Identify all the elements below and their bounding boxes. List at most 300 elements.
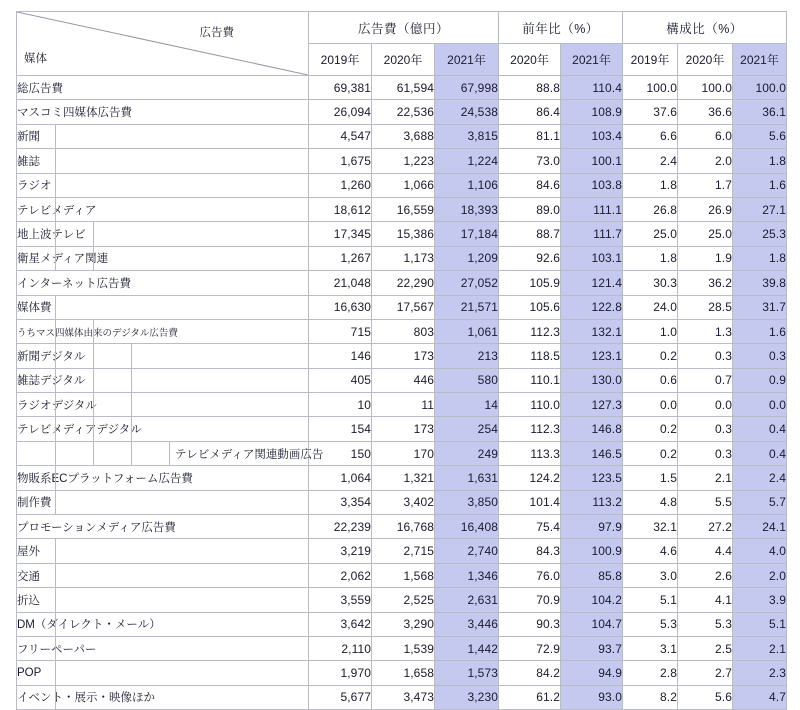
indent-guide bbox=[55, 441, 56, 466]
table-cell: 103.8 bbox=[561, 173, 623, 197]
row-label bbox=[17, 417, 309, 441]
table-row bbox=[17, 368, 787, 392]
table-row bbox=[17, 539, 787, 563]
table-cell: 16,408 bbox=[435, 515, 499, 539]
table-cell: 3,402 bbox=[372, 490, 435, 514]
table-cell: 121.4 bbox=[561, 271, 623, 295]
indent-guide bbox=[55, 368, 56, 393]
table-cell: 15,386 bbox=[372, 222, 435, 246]
row-label bbox=[17, 685, 309, 709]
row-label-text: イベント・展示・映像ほか bbox=[17, 692, 155, 705]
table-cell: 2,715 bbox=[372, 539, 435, 563]
group-header-yoy: 前年比（%） bbox=[499, 12, 623, 44]
table-cell: 2.6 bbox=[678, 563, 733, 587]
table-cell: 105.6 bbox=[499, 295, 561, 319]
table-cell: 132.1 bbox=[561, 319, 623, 343]
table-cell: 173 bbox=[372, 417, 435, 441]
row-label-text: 媒体費 bbox=[17, 302, 52, 315]
table-cell: 1.3 bbox=[678, 319, 733, 343]
year-header-yoy-2021: 2021年 bbox=[561, 44, 623, 76]
table-cell: 2.1 bbox=[733, 636, 787, 660]
row-label-text: ラジオデジタル bbox=[17, 399, 97, 412]
row-label bbox=[17, 612, 309, 636]
table-row bbox=[17, 295, 787, 319]
table-row bbox=[17, 149, 787, 173]
table-cell: 0.9 bbox=[733, 368, 787, 392]
table-cell: 0.3 bbox=[678, 417, 733, 441]
row-label-text: POP bbox=[17, 667, 42, 680]
table-row bbox=[17, 319, 787, 343]
indent-guide bbox=[55, 538, 56, 563]
table-row bbox=[17, 222, 787, 246]
table-cell: 2.5 bbox=[678, 636, 733, 660]
table-cell: 1,675 bbox=[309, 149, 372, 173]
table-cell: 22,290 bbox=[372, 271, 435, 295]
row-label bbox=[17, 295, 309, 319]
table-cell: 93.7 bbox=[561, 636, 623, 660]
table-cell: 2,525 bbox=[372, 588, 435, 612]
table-cell: 0.4 bbox=[733, 441, 787, 465]
table-cell: 21,571 bbox=[435, 295, 499, 319]
table-cell: 24,538 bbox=[435, 100, 499, 124]
table-cell: 25.0 bbox=[623, 222, 678, 246]
year-header-exp-2019: 2019年 bbox=[309, 44, 372, 76]
corner-diagonal-header bbox=[17, 12, 309, 76]
table-cell: 2.4 bbox=[733, 466, 787, 490]
table-row bbox=[17, 271, 787, 295]
table-cell: 97.9 bbox=[561, 515, 623, 539]
ad-expenditure-table-container bbox=[16, 11, 786, 710]
indent-guide bbox=[55, 416, 56, 441]
table-cell: 1,539 bbox=[372, 636, 435, 660]
indent-guide bbox=[131, 392, 132, 417]
table-cell: 1,173 bbox=[372, 246, 435, 270]
indent-guide bbox=[55, 392, 56, 417]
indent-guide bbox=[93, 416, 94, 441]
table-cell: 1.8 bbox=[623, 173, 678, 197]
row-label bbox=[17, 661, 309, 685]
table-cell: 86.4 bbox=[499, 100, 561, 124]
indent-guide bbox=[93, 392, 94, 417]
row-label-text: 地上波テレビ bbox=[17, 229, 86, 242]
table-cell: 1,224 bbox=[435, 149, 499, 173]
table-cell: 170 bbox=[372, 441, 435, 465]
table-cell: 1.9 bbox=[678, 246, 733, 270]
table-cell: 85.8 bbox=[561, 563, 623, 587]
indent-guide bbox=[55, 148, 56, 173]
table-cell: 6.6 bbox=[623, 124, 678, 148]
table-row bbox=[17, 417, 787, 441]
table-cell: 39.8 bbox=[733, 271, 787, 295]
table-cell: 1,321 bbox=[372, 466, 435, 490]
year-header-comp-2021: 2021年 bbox=[733, 44, 787, 76]
table-cell: 93.0 bbox=[561, 685, 623, 709]
table-cell: 0.0 bbox=[623, 393, 678, 417]
table-cell: 5.1 bbox=[733, 612, 787, 636]
indent-guide bbox=[55, 612, 56, 637]
table-cell: 2,110 bbox=[309, 636, 372, 660]
table-cell: 67,998 bbox=[435, 76, 499, 100]
table-cell: 1,106 bbox=[435, 173, 499, 197]
table-cell: 3,354 bbox=[309, 490, 372, 514]
table-cell: 154 bbox=[309, 417, 372, 441]
table-cell: 3,850 bbox=[435, 490, 499, 514]
table-cell: 173 bbox=[372, 344, 435, 368]
table-cell: 22,536 bbox=[372, 100, 435, 124]
row-label-text: DM（ダイレクト・メール） bbox=[17, 619, 161, 632]
table-cell: 22,239 bbox=[309, 515, 372, 539]
table-cell: 110.1 bbox=[499, 368, 561, 392]
table-cell: 3,446 bbox=[435, 612, 499, 636]
table-cell: 150 bbox=[309, 441, 372, 465]
table-cell: 28.5 bbox=[678, 295, 733, 319]
row-label-text: 新聞 bbox=[17, 131, 40, 144]
table-cell: 108.9 bbox=[561, 100, 623, 124]
table-cell: 18,393 bbox=[435, 197, 499, 221]
indent-guide bbox=[93, 441, 94, 466]
table-cell: 405 bbox=[309, 368, 372, 392]
table-cell: 1.0 bbox=[623, 319, 678, 343]
table-cell: 36.1 bbox=[733, 100, 787, 124]
indent-guide bbox=[55, 685, 56, 710]
table-cell: 100.0 bbox=[678, 76, 733, 100]
corner-bottom-label: 媒体 bbox=[24, 53, 47, 65]
table-cell: 1,066 bbox=[372, 173, 435, 197]
row-label bbox=[17, 197, 309, 221]
row-label bbox=[17, 246, 309, 270]
table-cell: 0.4 bbox=[733, 417, 787, 441]
table-cell: 2.3 bbox=[733, 661, 787, 685]
indent-guide bbox=[93, 246, 94, 271]
indent-guide bbox=[55, 636, 56, 661]
table-row bbox=[17, 515, 787, 539]
table-cell: 110.4 bbox=[561, 76, 623, 100]
table-cell: 2.4 bbox=[623, 149, 678, 173]
row-label bbox=[17, 393, 309, 417]
table-cell: 21,048 bbox=[309, 271, 372, 295]
table-cell: 61,594 bbox=[372, 76, 435, 100]
table-cell: 76.0 bbox=[499, 563, 561, 587]
table-row bbox=[17, 197, 787, 221]
table-cell: 1,573 bbox=[435, 661, 499, 685]
indent-guide bbox=[131, 416, 132, 441]
ad-expenditure-table bbox=[16, 11, 787, 710]
table-cell: 25.3 bbox=[733, 222, 787, 246]
year-header-exp-2021: 2021年 bbox=[435, 44, 499, 76]
row-label bbox=[17, 319, 309, 343]
row-label-text: 折込 bbox=[17, 594, 40, 607]
table-cell: 0.3 bbox=[678, 344, 733, 368]
row-label-text: 衛星メディア関連 bbox=[17, 253, 109, 266]
table-cell: 0.2 bbox=[623, 441, 678, 465]
table-cell: 17,567 bbox=[372, 295, 435, 319]
table-cell: 1.8 bbox=[623, 246, 678, 270]
table-cell: 101.4 bbox=[499, 490, 561, 514]
table-cell: 715 bbox=[309, 319, 372, 343]
table-cell: 16,768 bbox=[372, 515, 435, 539]
table-row bbox=[17, 661, 787, 685]
table-cell: 2.8 bbox=[623, 661, 678, 685]
table-cell: 112.3 bbox=[499, 319, 561, 343]
table-cell: 3,815 bbox=[435, 124, 499, 148]
table-cell: 254 bbox=[435, 417, 499, 441]
table-cell: 100.9 bbox=[561, 539, 623, 563]
row-label bbox=[17, 490, 309, 514]
row-label-text: 新聞デジタル bbox=[17, 350, 86, 363]
table-cell: 1,209 bbox=[435, 246, 499, 270]
row-label-text: 雑誌デジタル bbox=[17, 375, 86, 388]
table-cell: 61.2 bbox=[499, 685, 561, 709]
row-label bbox=[17, 368, 309, 392]
table-cell: 249 bbox=[435, 441, 499, 465]
table-row bbox=[17, 344, 787, 368]
table-cell: 72.9 bbox=[499, 636, 561, 660]
table-cell: 75.4 bbox=[499, 515, 561, 539]
table-cell: 2.0 bbox=[733, 563, 787, 587]
table-cell: 90.3 bbox=[499, 612, 561, 636]
table-cell: 3.0 bbox=[623, 563, 678, 587]
row-label bbox=[17, 563, 309, 587]
table-cell: 4.6 bbox=[623, 539, 678, 563]
table-cell: 3,559 bbox=[309, 588, 372, 612]
table-cell: 36.2 bbox=[678, 271, 733, 295]
table-cell: 1,970 bbox=[309, 661, 372, 685]
table-cell: 5.7 bbox=[733, 490, 787, 514]
table-cell: 1,658 bbox=[372, 661, 435, 685]
table-row bbox=[17, 173, 787, 197]
table-row bbox=[17, 490, 787, 514]
row-label bbox=[17, 466, 309, 490]
table-cell: 25.0 bbox=[678, 222, 733, 246]
table-body bbox=[17, 76, 787, 710]
row-label bbox=[17, 636, 309, 660]
row-label-text: プロモーションメディア広告費 bbox=[17, 521, 176, 534]
indent-guide bbox=[93, 221, 94, 246]
row-label-text: うちマス四媒体由来のデジタル広告費 bbox=[17, 327, 178, 339]
row-label bbox=[17, 515, 309, 539]
table-cell: 103.1 bbox=[561, 246, 623, 270]
table-row bbox=[17, 685, 787, 709]
indent-guide bbox=[55, 660, 56, 685]
table-cell: 70.9 bbox=[499, 588, 561, 612]
table-cell: 2.1 bbox=[678, 466, 733, 490]
table-cell: 32.1 bbox=[623, 515, 678, 539]
table-cell: 0.0 bbox=[733, 393, 787, 417]
table-cell: 84.6 bbox=[499, 173, 561, 197]
row-label bbox=[17, 344, 309, 368]
corner-top-label: 広告費 bbox=[199, 27, 234, 39]
row-label bbox=[17, 222, 309, 246]
table-cell: 113.2 bbox=[561, 490, 623, 514]
indent-guide bbox=[55, 563, 56, 588]
table-cell: 3.1 bbox=[623, 636, 678, 660]
table-cell: 5.6 bbox=[733, 124, 787, 148]
year-header-comp-2019: 2019年 bbox=[623, 44, 678, 76]
row-label-text: 総広告費 bbox=[17, 82, 63, 95]
indent-guide bbox=[55, 319, 56, 344]
table-cell: 14 bbox=[435, 393, 499, 417]
row-label bbox=[17, 173, 309, 197]
table-cell: 213 bbox=[435, 344, 499, 368]
table-cell: 1,631 bbox=[435, 466, 499, 490]
indent-guide bbox=[55, 246, 56, 271]
table-cell: 88.8 bbox=[499, 76, 561, 100]
row-label bbox=[17, 76, 309, 100]
table-cell: 16,630 bbox=[309, 295, 372, 319]
table-row bbox=[17, 124, 787, 148]
table-cell: 803 bbox=[372, 319, 435, 343]
row-label-text: 制作費 bbox=[17, 497, 52, 510]
indent-guide bbox=[55, 197, 56, 222]
table-cell: 4.1 bbox=[678, 588, 733, 612]
table-cell: 580 bbox=[435, 368, 499, 392]
indent-guide bbox=[55, 343, 56, 368]
table-cell: 1,267 bbox=[309, 246, 372, 270]
table-cell: 111.7 bbox=[561, 222, 623, 246]
table-cell: 4.0 bbox=[733, 539, 787, 563]
table-cell: 16,559 bbox=[372, 197, 435, 221]
table-cell: 146.5 bbox=[561, 441, 623, 465]
row-label bbox=[17, 124, 309, 148]
indent-guide bbox=[55, 221, 56, 246]
table-cell: 111.1 bbox=[561, 197, 623, 221]
indent-guide bbox=[55, 124, 56, 149]
table-cell: 3.9 bbox=[733, 588, 787, 612]
table-cell: 3,642 bbox=[309, 612, 372, 636]
table-row bbox=[17, 100, 787, 124]
table-cell: 1,346 bbox=[435, 563, 499, 587]
table-cell: 73.0 bbox=[499, 149, 561, 173]
table-cell: 0.7 bbox=[678, 368, 733, 392]
table-cell: 8.2 bbox=[623, 685, 678, 709]
table-cell: 110.0 bbox=[499, 393, 561, 417]
table-cell: 103.4 bbox=[561, 124, 623, 148]
table-cell: 122.8 bbox=[561, 295, 623, 319]
row-label-text: マスコミ四媒体広告費 bbox=[17, 107, 132, 120]
table-cell: 124.2 bbox=[499, 466, 561, 490]
table-cell: 105.9 bbox=[499, 271, 561, 295]
table-cell: 3,230 bbox=[435, 685, 499, 709]
table-cell: 2,062 bbox=[309, 563, 372, 587]
table-row bbox=[17, 246, 787, 270]
table-cell: 27,052 bbox=[435, 271, 499, 295]
table-cell: 30.3 bbox=[623, 271, 678, 295]
table-cell: 5.3 bbox=[623, 612, 678, 636]
table-cell: 24.0 bbox=[623, 295, 678, 319]
table-cell: 92.6 bbox=[499, 246, 561, 270]
table-cell: 123.1 bbox=[561, 344, 623, 368]
table-cell: 94.9 bbox=[561, 661, 623, 685]
table-cell: 1,568 bbox=[372, 563, 435, 587]
table-cell: 1,061 bbox=[435, 319, 499, 343]
table-cell: 100.1 bbox=[561, 149, 623, 173]
table-header bbox=[17, 12, 787, 76]
table-row bbox=[17, 466, 787, 490]
table-cell: 69,381 bbox=[309, 76, 372, 100]
group-header-expenditure: 広告費（億円） bbox=[309, 12, 499, 44]
table-cell: 3,688 bbox=[372, 124, 435, 148]
table-cell: 36.6 bbox=[678, 100, 733, 124]
table-row bbox=[17, 563, 787, 587]
table-cell: 146 bbox=[309, 344, 372, 368]
table-cell: 0.3 bbox=[733, 344, 787, 368]
row-label bbox=[17, 441, 324, 465]
row-label-text: インターネット広告費 bbox=[17, 277, 131, 290]
table-cell: 112.3 bbox=[499, 417, 561, 441]
table-cell: 3,219 bbox=[309, 539, 372, 563]
table-cell: 146.8 bbox=[561, 417, 623, 441]
table-cell: 1.8 bbox=[733, 149, 787, 173]
table-cell: 3,290 bbox=[372, 612, 435, 636]
table-cell: 127.3 bbox=[561, 393, 623, 417]
table-cell: 4.7 bbox=[733, 685, 787, 709]
row-label bbox=[17, 539, 309, 563]
table-cell: 81.1 bbox=[499, 124, 561, 148]
row-label-text: フリーペーパー bbox=[17, 643, 97, 656]
table-cell: 4,547 bbox=[309, 124, 372, 148]
row-label-text: 雑誌 bbox=[17, 155, 40, 168]
row-label-text: 交通 bbox=[17, 570, 40, 583]
table-cell: 89.0 bbox=[499, 197, 561, 221]
table-cell: 1.6 bbox=[733, 319, 787, 343]
table-cell: 0.0 bbox=[678, 393, 733, 417]
table-cell: 37.6 bbox=[623, 100, 678, 124]
indent-guide bbox=[131, 368, 132, 393]
indent-guide bbox=[169, 441, 170, 466]
indent-guide bbox=[93, 368, 94, 393]
table-cell: 1.7 bbox=[678, 173, 733, 197]
table-row bbox=[17, 441, 787, 465]
table-cell: 26,094 bbox=[309, 100, 372, 124]
table-cell: 18,612 bbox=[309, 197, 372, 221]
table-cell: 0.6 bbox=[623, 368, 678, 392]
table-cell: 5,677 bbox=[309, 685, 372, 709]
table-cell: 113.3 bbox=[499, 441, 561, 465]
year-header-yoy-2020: 2020年 bbox=[499, 44, 561, 76]
table-cell: 0.3 bbox=[678, 441, 733, 465]
table-cell: 118.5 bbox=[499, 344, 561, 368]
table-cell: 0.2 bbox=[623, 417, 678, 441]
indent-guide bbox=[93, 343, 94, 368]
indent-guide bbox=[55, 490, 56, 515]
row-label-text: ラジオ bbox=[17, 180, 52, 193]
table-cell: 17,345 bbox=[309, 222, 372, 246]
row-label-text: テレビメディア bbox=[17, 204, 97, 217]
row-label bbox=[17, 149, 309, 173]
table-cell: 27.1 bbox=[733, 197, 787, 221]
table-cell: 100.0 bbox=[733, 76, 787, 100]
table-cell: 446 bbox=[372, 368, 435, 392]
table-cell: 88.7 bbox=[499, 222, 561, 246]
table-cell: 4.4 bbox=[678, 539, 733, 563]
row-label-text: 物販系ECプラットフォーム広告費 bbox=[17, 472, 193, 485]
year-header-comp-2020: 2020年 bbox=[678, 44, 733, 76]
table-cell: 84.3 bbox=[499, 539, 561, 563]
table-cell: 1.5 bbox=[623, 466, 678, 490]
row-label bbox=[17, 100, 309, 124]
table-cell: 1.8 bbox=[733, 246, 787, 270]
table-cell: 4.8 bbox=[623, 490, 678, 514]
table-cell: 123.5 bbox=[561, 466, 623, 490]
indent-guide bbox=[55, 295, 56, 320]
table-cell: 31.7 bbox=[733, 295, 787, 319]
table-cell: 1,260 bbox=[309, 173, 372, 197]
indent-guide bbox=[55, 173, 56, 198]
row-label-text: テレビメディアデジタル bbox=[17, 424, 142, 437]
table-cell: 5.1 bbox=[623, 588, 678, 612]
table-cell: 1,223 bbox=[372, 149, 435, 173]
group-header-composition: 構成比（%） bbox=[623, 12, 787, 44]
